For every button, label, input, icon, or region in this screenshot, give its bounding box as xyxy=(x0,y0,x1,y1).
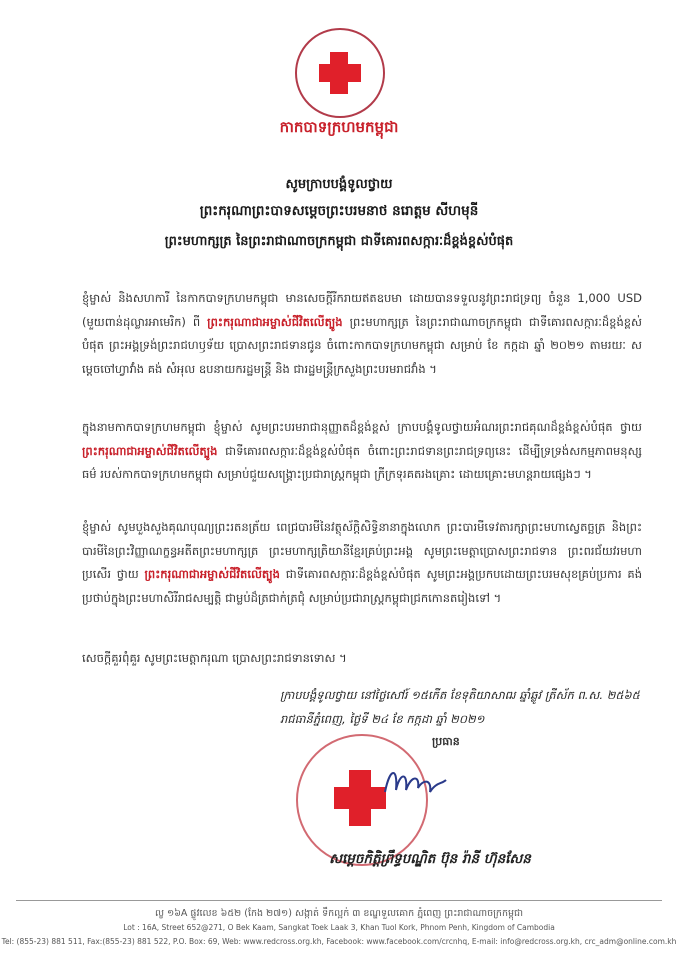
dateline-lunar: ក្រាបបង្គំទូលថ្វាយ នៅថ្ងៃសៅរ៍ ១៥កើត ខែទុតិយាសាឍ ឆ្នាំឆ្លូវ ត្រីស័ក ព.ស. ២៥៦៥ xyxy=(280,688,640,702)
footer-address-khmer: ល្ខ ១៦A ផ្លូវលេខ ៦៥២ (កែង ២៧១) សង្កាត់ ទឹកល្អក់ ៣ ខណ្ឌទួលគោក ភ្នំពេញ ព្រះរាជាណាចក្រកម្ពុជា xyxy=(154,908,524,919)
paragraph-1-post: ព្រះមហាក្សត្រ នៃព្រះរាជាណាចក្រកម្ពុជា ជាទីគោរពសក្ការៈដ៏ខ្ពង់ខ្ពស់បំផុត ព្រះអង្គទ្រង់ព្រះរាជហឫទ័យ ប្រោសព្រះរាជទានជូន ចំពោះកាកបាទក្រហមកម្ពុជា សម្រាប់ ខែ កក្កដា ឆ្នាំ ២០២១ តាមរយៈ សម្តេចចៅហ្វាវាំង គង់ សំអុល ឧបនាយករដ្ឋមន្ត្រី និង ជារដ្ឋមន្ត្រីក្រសួងព្រះបរមរាជវាំង ។ xyxy=(82,314,642,376)
dateline-place: រាជធានីភ្នំពេញ, ថ្ងៃទី ២៤ ខែ កក្កដា ឆ្នាំ ២០២១ xyxy=(280,712,485,726)
red-cross-logo xyxy=(295,28,385,118)
closing-paragraph: សេចក្តីគួរពុំគួរ សូមព្រះមេត្តាករុណា ប្រោសព្រះរាជទានទោស ។ xyxy=(82,651,347,665)
paragraph-1-emphasis: ព្រះករុណាជាអម្ចាស់ជីវិតលើត្បូង xyxy=(207,314,343,329)
paragraph-2-pre: ក្នុងនាមកាកបាទក្រហមកម្ពុជា ខ្ញុំម្ចាស់ សូមព្រះបរមរាជានុញ្ញាតដ៏ខ្ពង់ខ្ពស់ ក្រាបបង្គំទូលថ្វាយអំណរព្រះរាជគុណដ៏ខ្ពង់ខ្ពស់បំផុត ថ្វាយ xyxy=(82,420,642,434)
paragraph-1-pre: ខ្ញុំម្ចាស់ និងសហការី នៃកាកបាទក្រហមកម្ពុជា មានសេចក្តីរីករាយឥតឧបមា ដោយបានទទួលនូវព្រះរាជទ្រព្យ ចំនួន 1,000 USD (មួយពាន់ដុល្លារអាមេរិក) ពី xyxy=(82,291,642,329)
paragraph-2 xyxy=(82,416,642,487)
addressee-line: ព្រះករុណាព្រះបាទសម្តេចព្រះបរមនាថ នរោត្តម សីហមុនី xyxy=(199,203,479,219)
footer-divider xyxy=(16,900,662,901)
handwritten-signature xyxy=(380,762,450,802)
red-cross-icon-bar xyxy=(319,64,361,82)
stamp-cross-icon-bar xyxy=(334,787,386,809)
footer-address-english: Lot : 16A, Street 652@271, O Bek Kaam, Sangkat Toek Laak 3, Khan Tuol Kork, Phnom Penh, Kingdom of Cambodia xyxy=(123,923,555,932)
footer-contact: Tel: (855-23) 881 511, Fax:(855-23) 881 522, P.O. Box: 69, Web: www.redcross.org.kh, Facebook: www.facebook.com/crcnhq, E-mail: info@redcross.org.kh, crc_adm@online.com.kh xyxy=(1,937,677,946)
paragraph-3-post: ជាទីគោរពសក្ការៈដ៏ខ្ពង់ខ្ពស់បំផុត សូមព្រះអង្គប្រកបដោយព្រះបរមសុខគ្រប់ប្រការ គង់ប្រថាប់ក្នុងព្រះមហាសិរីរាជសម្បត្តិ ជាម្លប់ដ៏ត្រជាក់ត្រជុំ សម្រាប់ប្រជារាស្ត្រកម្ពុជាជ្រកកោនតរៀងទៅ ។ xyxy=(82,567,643,605)
paragraph-1 xyxy=(82,287,642,381)
salutation-line: សូមក្រាបបង្គំទូលថ្វាយ xyxy=(285,177,393,192)
paragraph-3-pre: ខ្ញុំម្ចាស់ សូមបួងសួងគុណបុណ្យព្រះរតនត្រ័យ ពេជ្របារមីនៃវត្ថុស័ក្តិសិទ្ធិនានាក្នុងលោក ព្រះបារមីទេវតារក្សាព្រះមហាស្វេតច្ឆត្រ និងព្រះបារមីនៃព្រះវិញ្ញាណក្ខន្ធអតីតព្រះមហាក្សត្រ ព្រះមហាក្សត្រិយានីខ្មែរគ្រប់ព្រះអង្គ សូមព្រះមេត្តាប្រោសព្រះរាជទាន ព្រះពរជ័យវរមហាប្រសើរ ថ្វាយ xyxy=(82,520,642,581)
organization-name: កាកបាទក្រហមកម្ពុជា xyxy=(279,118,399,136)
addressee-title-line: ព្រះមហាក្សត្រ នៃព្រះរាជាណាចក្រកម្ពុជា ជាទីគោរពសក្ការៈដ៏ខ្ពង់ខ្ពស់បំផុត xyxy=(164,234,514,249)
paragraph-3-emphasis: ព្រះករុណាជាអម្ចាស់ជីវិតលើត្បូង xyxy=(144,567,280,581)
paragraph-2-post: ជាទីគោរពសក្ការៈដ៏ខ្ពង់ខ្ពស់បំផុត ចំពោះព្រះរាជទានព្រះរាជទ្រព្យនេះ ដើម្បីទ្រទ្រង់សកម្មភាពមនុស្សធម៌ របស់កាកបាទក្រហមកម្ពុជា សម្រាប់ជួយសង្គ្រោះប្រជារាស្ត្រកម្ពុជា ក្រីក្រទុរគតរងគ្រោះ ដោយគ្រោះមហន្តរាយផ្សេងៗ ។ xyxy=(82,443,642,481)
signatory-name: សម្តេចកិត្តិព្រឹទ្ធបណ្ឌិត ប៊ុន រ៉ានី ហ៊ុនសែន xyxy=(329,851,531,867)
paragraph-3 xyxy=(82,516,642,610)
stamp-title: ប្រធាន xyxy=(432,735,460,748)
paragraph-2-emphasis: ព្រះករុណាជាអម្ចាស់ជីវិតលើត្បូង xyxy=(82,443,218,458)
